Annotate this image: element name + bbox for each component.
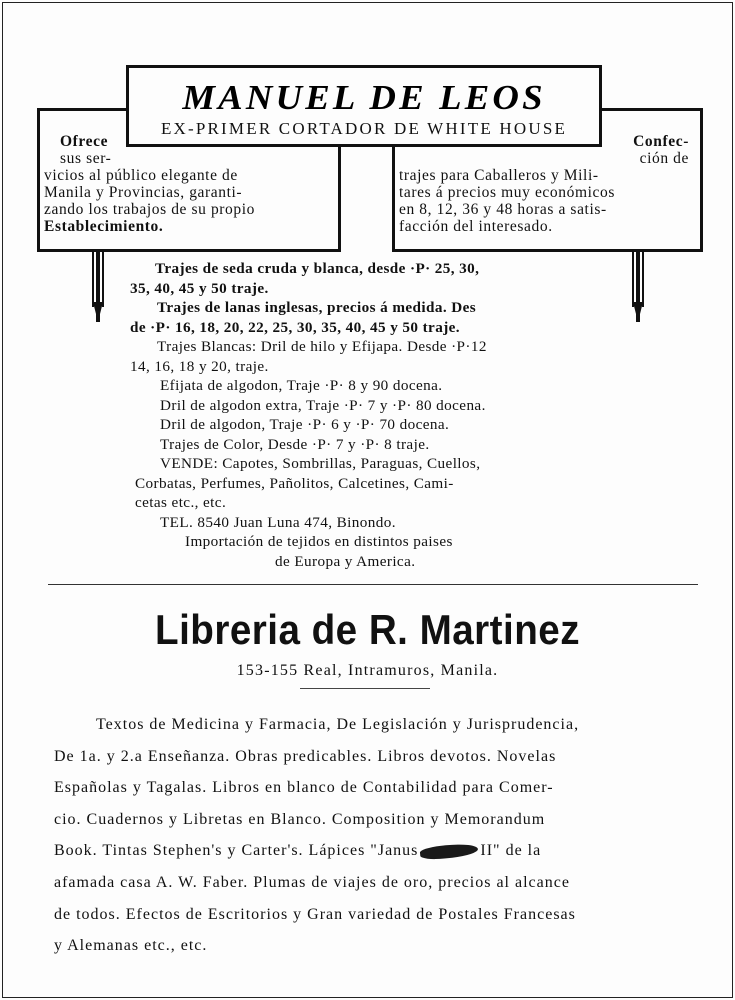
list-item: de Europa y America.: [275, 552, 416, 570]
info-line: vicios al público elegante de: [44, 167, 238, 184]
body-line-text: Textos de Medicina y Farmacia, De Legislación y Jurisprudencia,: [96, 716, 580, 733]
body-line: [54, 772, 710, 804]
list-item: Corbatas, Perfumes, Pañolitos, Calcetines, Cami-: [135, 474, 454, 492]
body-line: [54, 899, 710, 931]
body-line-text: y Alemanas etc., etc.: [54, 937, 208, 955]
body-line-text: Españolas y Tagalas. Libros en blanco de Contabilidad para Comer-: [54, 779, 554, 797]
list-item: Trajes de Color, Desde ·P· 7 y ·P· 8 traje.: [160, 435, 430, 453]
list-item: Dril de algodon extra, Traje ·P· 7 y ·P· 80 docena.: [160, 396, 486, 414]
address-underline: [300, 688, 430, 689]
body-line-text: De 1a. y 2.a Enseñanza. Obras predicables. Libros devotos. Novelas: [54, 747, 557, 765]
info-line: tares á precios muy económicos: [399, 184, 615, 201]
product-price-list: [130, 259, 610, 571]
left-ornament-icon: [90, 252, 106, 322]
info-line: zando los trabajos de su propio: [44, 201, 256, 218]
body-line: [54, 930, 710, 962]
info-line: Confec-: [633, 133, 689, 150]
info-line: trajes para Caballeros y Mili-: [399, 167, 599, 184]
body-line: [54, 709, 710, 741]
section-divider: [48, 584, 698, 585]
bookstore-address: 153-155 Real, Intramuros, Manila.: [236, 662, 499, 679]
list-item: de ·P· 16, 18, 20, 22, 25, 30, 35, 40, 45 y 50 traje.: [130, 318, 460, 336]
body-line-text: afamada casa A. W. Faber. Plumas de viajes de oro, precios al alcance: [54, 873, 570, 891]
ink-blot-icon: [420, 842, 479, 861]
list-item: Importación de tejidos en distintos paises: [185, 533, 453, 550]
body-line-text: cio. Cuadernos y Libretas en Blanco. Composition y Memorandum: [54, 810, 546, 828]
list-item: Trajes de seda cruda y blanca, desde ·P· 25, 30,: [155, 260, 480, 277]
tailor-subtitle: EX-PRIMER CORTADOR DE WHITE HOUSE: [160, 119, 568, 138]
header-title-box: [126, 65, 602, 147]
body-line: [54, 804, 710, 836]
info-line: facción del interesado.: [399, 218, 553, 235]
list-item: Trajes Blancas: Dril de hilo y Efijapa. Desde ·P·12: [157, 338, 487, 355]
list-item: 14, 16, 18 y 20, traje.: [130, 357, 269, 375]
info-line: sus ser-: [60, 150, 112, 167]
list-item: 35, 40, 45 y 50 traje.: [130, 279, 269, 297]
bookstore-title: Libreria de R. Martinez: [155, 606, 580, 653]
body-line: [54, 835, 710, 867]
list-item: Efijata de algodon, Traje ·P· 8 y 90 docena.: [160, 377, 443, 394]
info-line: Manila y Provincias, garanti-: [44, 184, 243, 201]
info-line: Ofrece: [60, 133, 109, 150]
list-item: Dril de algodon, Traje ·P· 6 y ·P· 70 docena.: [160, 416, 450, 433]
info-line: Establecimiento.: [44, 218, 164, 235]
list-item: cetas etc., etc.: [135, 494, 227, 511]
left-info-text: [44, 133, 334, 235]
body-line-text: Book. Tintas Stephen's y Carter's. Lápices "Janus: [54, 842, 419, 860]
info-line: en 8, 12, 36 y 48 horas a satis-: [399, 201, 607, 218]
list-item: VENDE: Capotes, Sombrillas, Paraguas, Cuellos,: [160, 455, 481, 472]
right-ornament-icon: [630, 252, 646, 322]
body-line-after: II" de la: [480, 842, 542, 860]
body-line: [54, 867, 710, 899]
list-item: TEL. 8540 Juan Luna 474, Binondo.: [160, 513, 396, 531]
list-item: Trajes de lanas inglesas, precios á medida. Des: [157, 299, 477, 316]
bookstore-description: [54, 709, 710, 962]
body-line: [54, 741, 710, 773]
info-line: ción de: [639, 150, 689, 167]
right-info-text: [399, 133, 697, 235]
body-line-text: de todos. Efectos de Escritorios y Gran variedad de Postales Francesas: [54, 905, 576, 923]
tailor-name: MANUEL DE LEOS: [182, 78, 546, 117]
